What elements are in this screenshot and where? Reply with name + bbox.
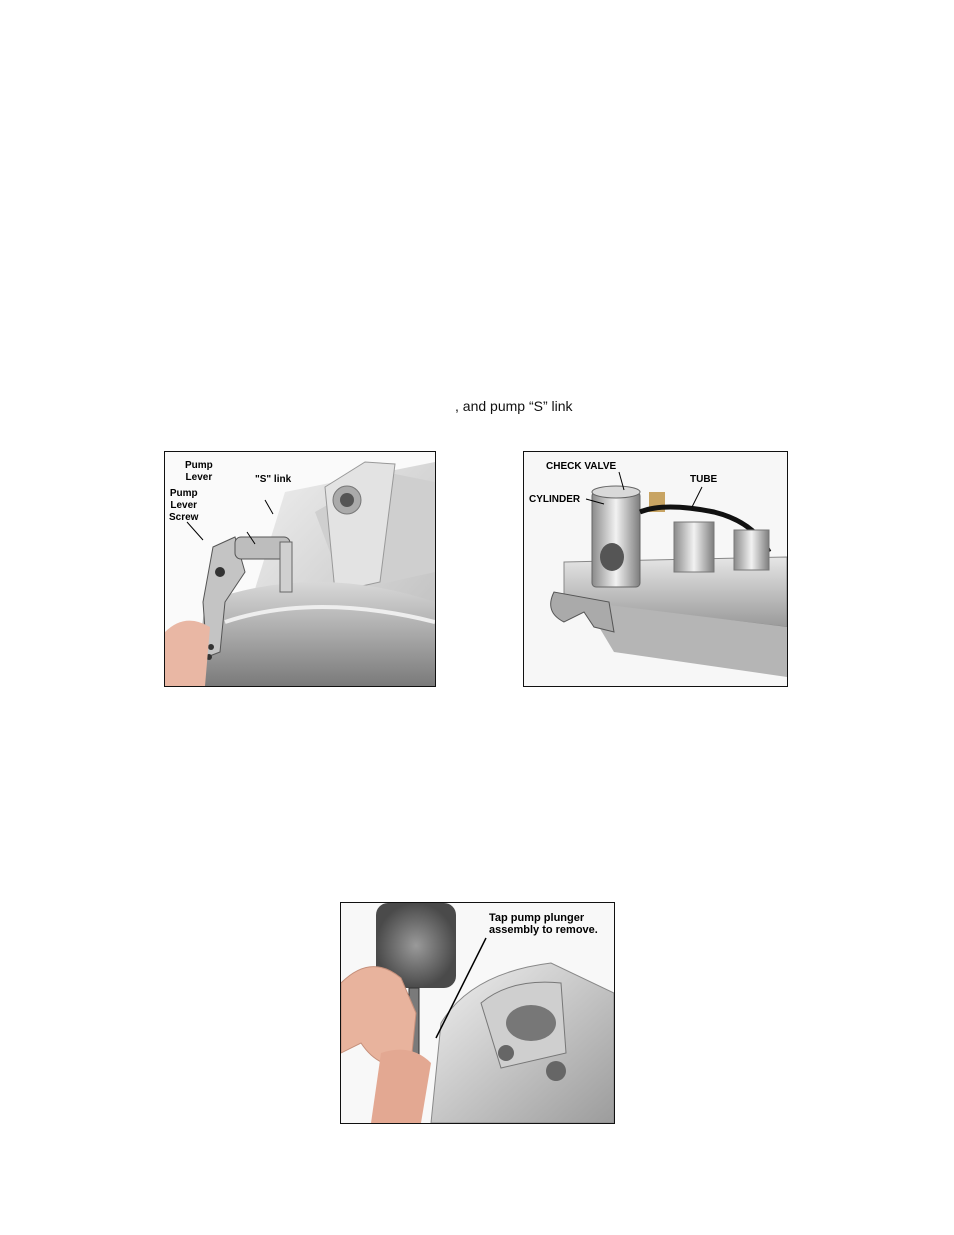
pump-lever-image xyxy=(165,452,435,686)
s-link-label: "S" link xyxy=(255,474,292,485)
body-text-fragment: , and pump “S” link xyxy=(455,398,573,414)
pump-lever-photo xyxy=(164,451,436,687)
tap-instruction-label: Tap pump plunger assembly to remove. xyxy=(489,912,598,936)
plunger-removal-image xyxy=(341,903,614,1123)
check-valve-photo xyxy=(523,451,788,687)
plunger-removal-photo xyxy=(340,902,615,1124)
tube-label: TUBE xyxy=(690,474,718,485)
pump-lever-label: Pump Lever xyxy=(185,460,213,483)
cylinder-label: CYLINDER xyxy=(529,494,581,505)
check-valve-image xyxy=(524,452,787,686)
pump-lever-screw-label: Pump Lever Screw xyxy=(169,488,199,523)
check-valve-label: CHECK VALVE xyxy=(546,461,617,472)
